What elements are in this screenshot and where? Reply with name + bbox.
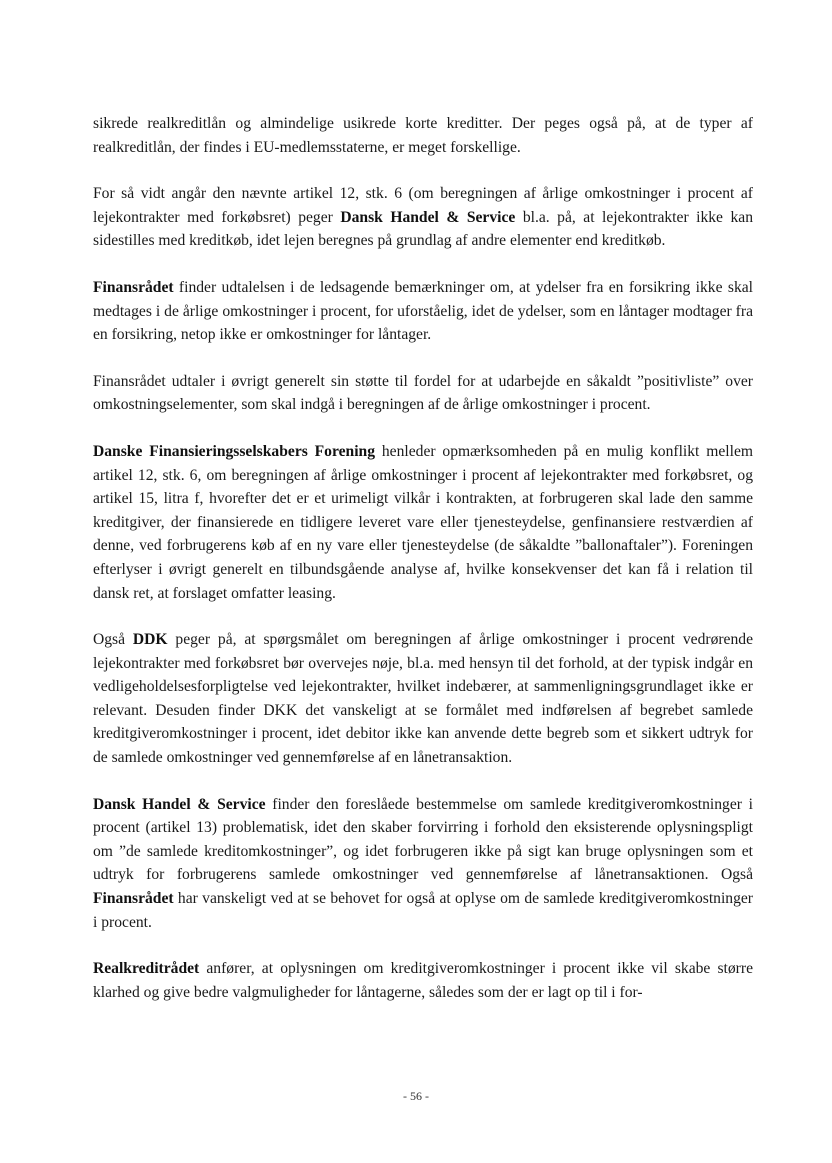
organization-name: Realkreditrådet (93, 960, 200, 978)
page-number: - 56 - (403, 1089, 429, 1103)
paragraph-text: henleder opmærksomheden på en mulig konflikt mellem artikel 12, stk. 6, om beregningen af årlige omkostninger i procent af lejekontrakter med forkøbsret, og artikel 15, litra f, hvorefter det er et urimeligt vilkår i kontrakten, at forbrugeren skal lade den samme kreditgiver, der finansierede en tidligere leveret vare eller tjenesteydelse, genfinansiere restværdien af denne, ved forbrugerens køb af en ny vare eller tjenesteydelse (de såkaldte ”ballonaftaler”). Foreningen efterlyser i øvrigt generelt en tilbundsgående analyse af, hvilke konsekvenser det kan få i relation til dansk ret, at forslaget omfatter leasing. (93, 442, 754, 602)
paragraph-text: finder udtalelsen i de ledsagende bemærkninger om, at ydelser fra en forsikring ikke skal medtages i de årlige omkostninger i procent, for uforståelig, idet de ydelser, som en låntager modtager fra en forsikring, netop ikke er omkostninger for låntager. (93, 278, 753, 344)
paragraph (93, 182, 753, 253)
paragraph (93, 112, 753, 159)
organization-name: Danske Finansieringsselskabers Forening (93, 442, 376, 460)
document-body (93, 112, 753, 1027)
paragraph-text: anfører, at oplysningen om kreditgiveromkostninger i procent ikke vil skabe større klarhed og give bedre valgmuligheder for låntagerne, således som der er lagt op til i for- (93, 960, 753, 1001)
organization-name: Finansrådet (93, 278, 174, 296)
paragraph (93, 957, 753, 1004)
paragraph-text: Finansrådet udtaler i øvrigt generelt sin støtte til fordel for at udarbejde en såkaldt ”positivliste” over omkostningselementer, som skal indgå i beregningen af de årlige omkostninger i procent. (93, 372, 753, 414)
paragraph-text: Også (93, 631, 133, 649)
paragraph (93, 793, 753, 935)
paragraph-text: bl.a. på, at lejekontrakter ikke kan sidestilles med kreditkøb, idet lejen beregnes på grundlag af andre elementer end kreditkøb. (93, 208, 753, 250)
paragraph-text: For så vidt angår den nævnte artikel 12, stk. 6 (om beregningen af årlige omkostninger i procent af lejekontrakter med forkøbsret) peger (93, 185, 753, 226)
organization-name: Finansrådet (93, 890, 174, 908)
organization-name: Dansk Handel & Service (93, 795, 266, 813)
paragraph-text: peger på, at spørgsmålet om beregningen af årlige omkostninger i procent vedrørende lejekontrakter med forkøbsret bør overvejes nøje, bl.a. med hensyn til det forhold, at der typisk indgår en vedligeholdelsesforpligtelse ved lejekontrakter, hvilket indebærer, at sammenligningsgrundlaget ikke er relevant. Desuden finder DKK det vanskeligt at se formålet med indførelsen af begrebet samlede kreditgiveromkostninger i procent, idet debitor ikke kan anvende dette begreb som et sikkert udtryk for de samlede omkostninger ved gennemførelse af en lånetransaktion. (93, 631, 753, 767)
paragraph (93, 628, 753, 770)
organization-name: Dansk Handel & Service (340, 208, 516, 226)
organization-name: DDK (132, 631, 168, 649)
paragraph (93, 276, 753, 347)
paragraph (93, 370, 753, 417)
paragraph-text: finder den foreslåede bestemmelse om samlede kreditgiveromkostninger i procent (artikel 13) problematisk, idet den skaber forvirring i forhold den eksisterende oplysningspligt om ”de samlede kreditomkostninger”, og idet forbrugeren ikke på sigt kan bruge oplysningen som et udtryk for forbrugerens samlede omkostninger ved gennemførelse af lånetransaktionen. Også (93, 795, 753, 884)
paragraph (93, 440, 753, 605)
paragraph-text: sikrede realkreditlån og almindelige usikrede korte kreditter. Der peges også på, at de typer af realkreditlån, der findes i EU-medlemsstaterne, er meget forskellige. (93, 115, 753, 156)
paragraph-text: har vanskeligt ved at se behovet for også at oplyse om de samlede kreditgiveromkostninger i procent. (93, 890, 753, 931)
